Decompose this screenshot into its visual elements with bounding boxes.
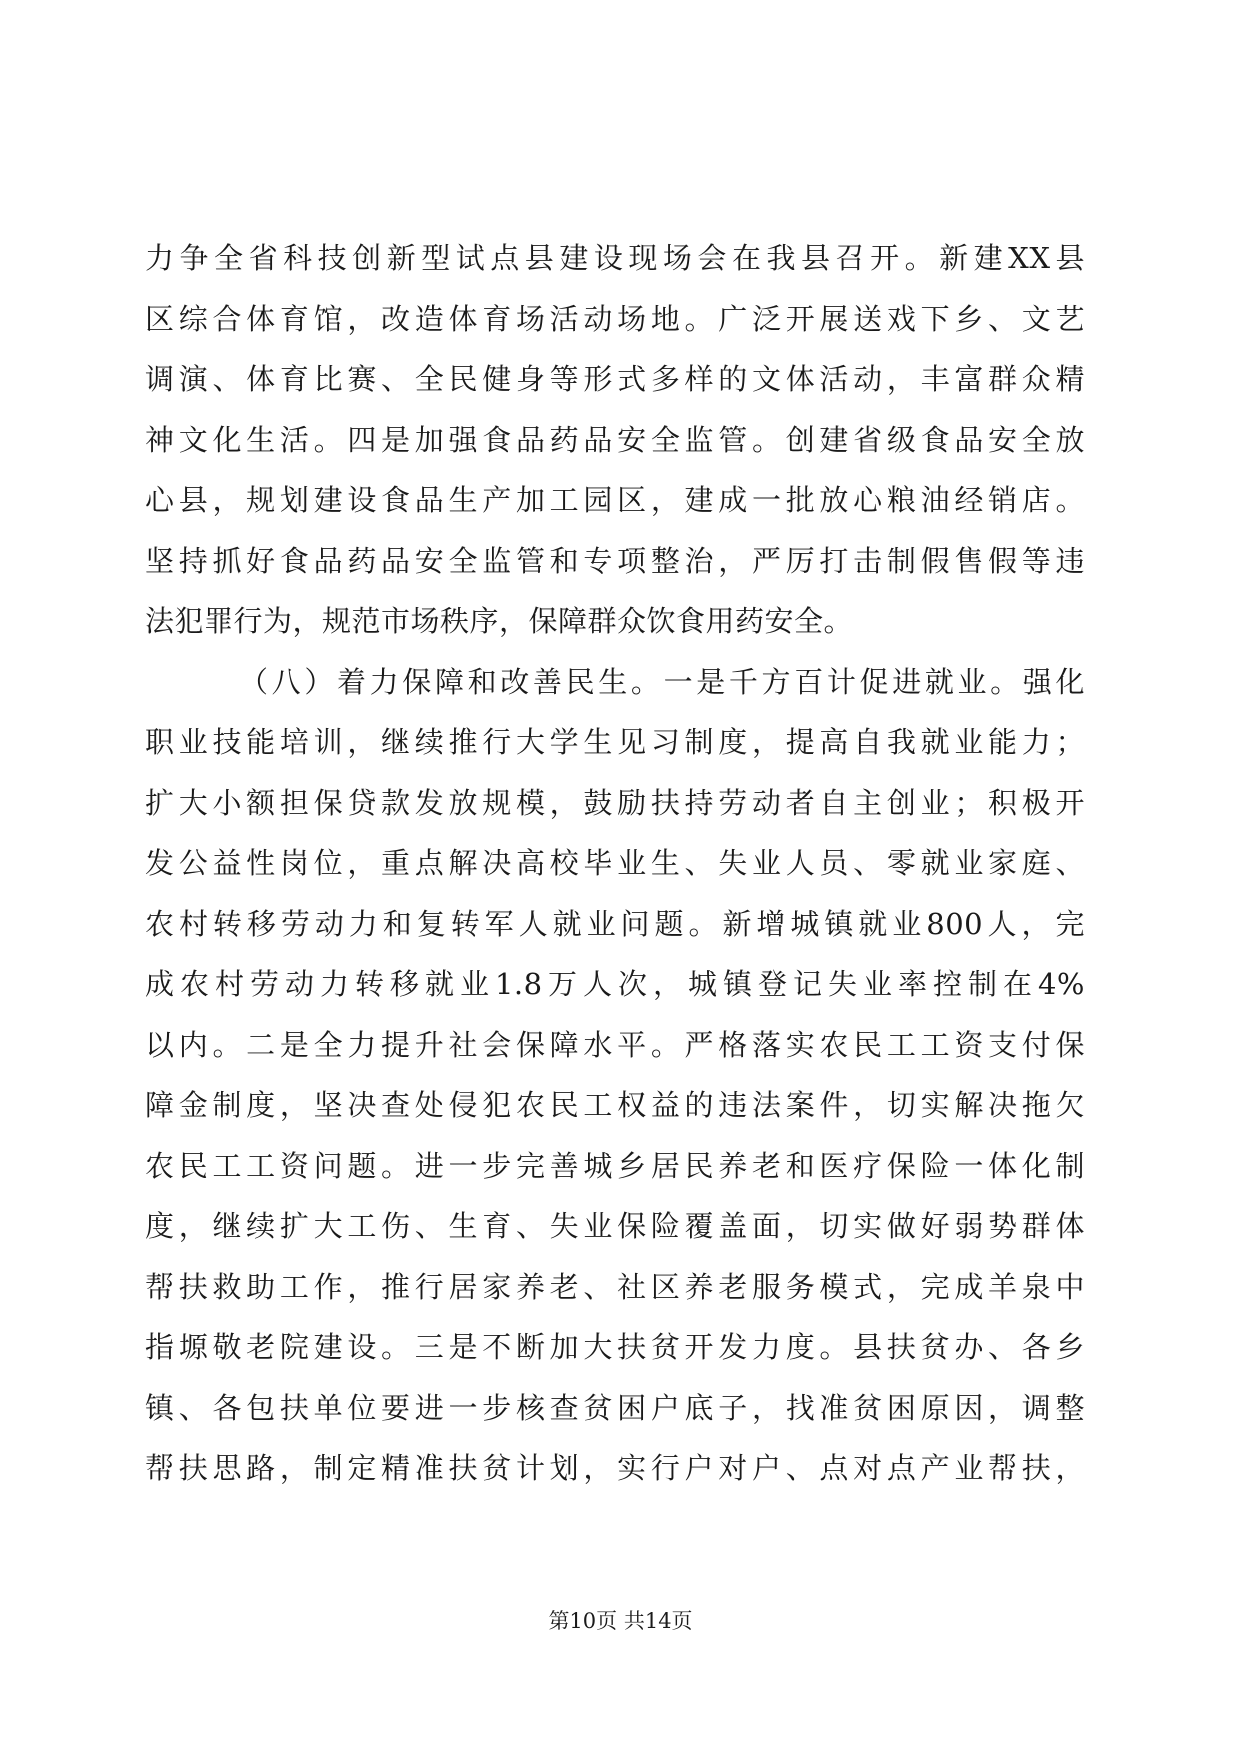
text-line-9: 职业技能培训，继续推行大学生见习制度，提高自我就业能力； — [145, 725, 1085, 759]
text-line-4: 神文化生活。四是加强食品药品安全监管。创建省级食品安全放 — [145, 422, 1085, 457]
text-line-2: 区综合体育馆，改造体育场活动场地。广泛开展送戏下乡、文艺 — [145, 301, 1085, 336]
text-line-14: 以内。二是全力提升社会保障水平。严格落实农民工工资支付保 — [145, 1027, 1085, 1062]
text-line-19: 指塬敬老院建设。三是不断加大扶贫开发力度。县扶贫办、各乡 — [145, 1330, 1085, 1364]
text-line-21: 帮扶思路，制定精准扶贫计划，实行户对户、点对点产业帮扶， — [145, 1451, 1085, 1485]
text-line-11: 发公益性岗位，重点解决高校毕业生、失业人员、零就业家庭、 — [145, 846, 1085, 880]
text-line-13: 成农村劳动力转移就业1.8万人次，城镇登记失业率控制在4% — [145, 967, 1085, 1001]
page-number-footer: 第10页 共14页 — [548, 1609, 693, 1633]
text-line-7: 法犯罪行为，规范市场秩序，保障群众饮食用药安全。 — [145, 604, 854, 638]
text-line-8: （八）着力保障和改善民生。一是千方百计促进就业。强化 — [239, 664, 1085, 699]
body-text — [145, 228, 1085, 1499]
text-line-18: 帮扶救助工作，推行居家养老、社区养老服务模式，完成羊泉中 — [145, 1269, 1085, 1304]
text-line-1: 力争全省科技创新型试点县建设现场会在我县召开。新建XX县 — [145, 241, 1085, 275]
text-line-20: 镇、各包扶单位要进一步核查贫困户底子，找准贫困原因，调整 — [145, 1390, 1085, 1425]
text-line-10: 扩大小额担保贷款发放规模，鼓励扶持劳动者自主创业；积极开 — [145, 785, 1085, 820]
text-line-3: 调演、体育比赛、全民健身等形式多样的文体活动，丰富群众精 — [145, 362, 1085, 396]
text-line-5: 心县，规划建设食品生产加工园区，建成一批放心粮油经销店。 — [145, 483, 1085, 517]
text-line-6: 坚持抓好食品药品安全监管和专项整治，严厉打击制假售假等违 — [145, 543, 1085, 578]
text-line-12: 农村转移劳动力和复转军人就业问题。新增城镇就业800人，完 — [145, 906, 1085, 941]
text-line-16: 农民工工资问题。进一步完善城乡居民养老和医疗保险一体化制 — [145, 1148, 1085, 1183]
text-line-17: 度，继续扩大工伤、生育、失业保险覆盖面，切实做好弱势群体 — [145, 1209, 1085, 1243]
text-line-15: 障金制度，坚决查处侵犯农民工权益的违法案件，切实解决拖欠 — [145, 1088, 1085, 1122]
